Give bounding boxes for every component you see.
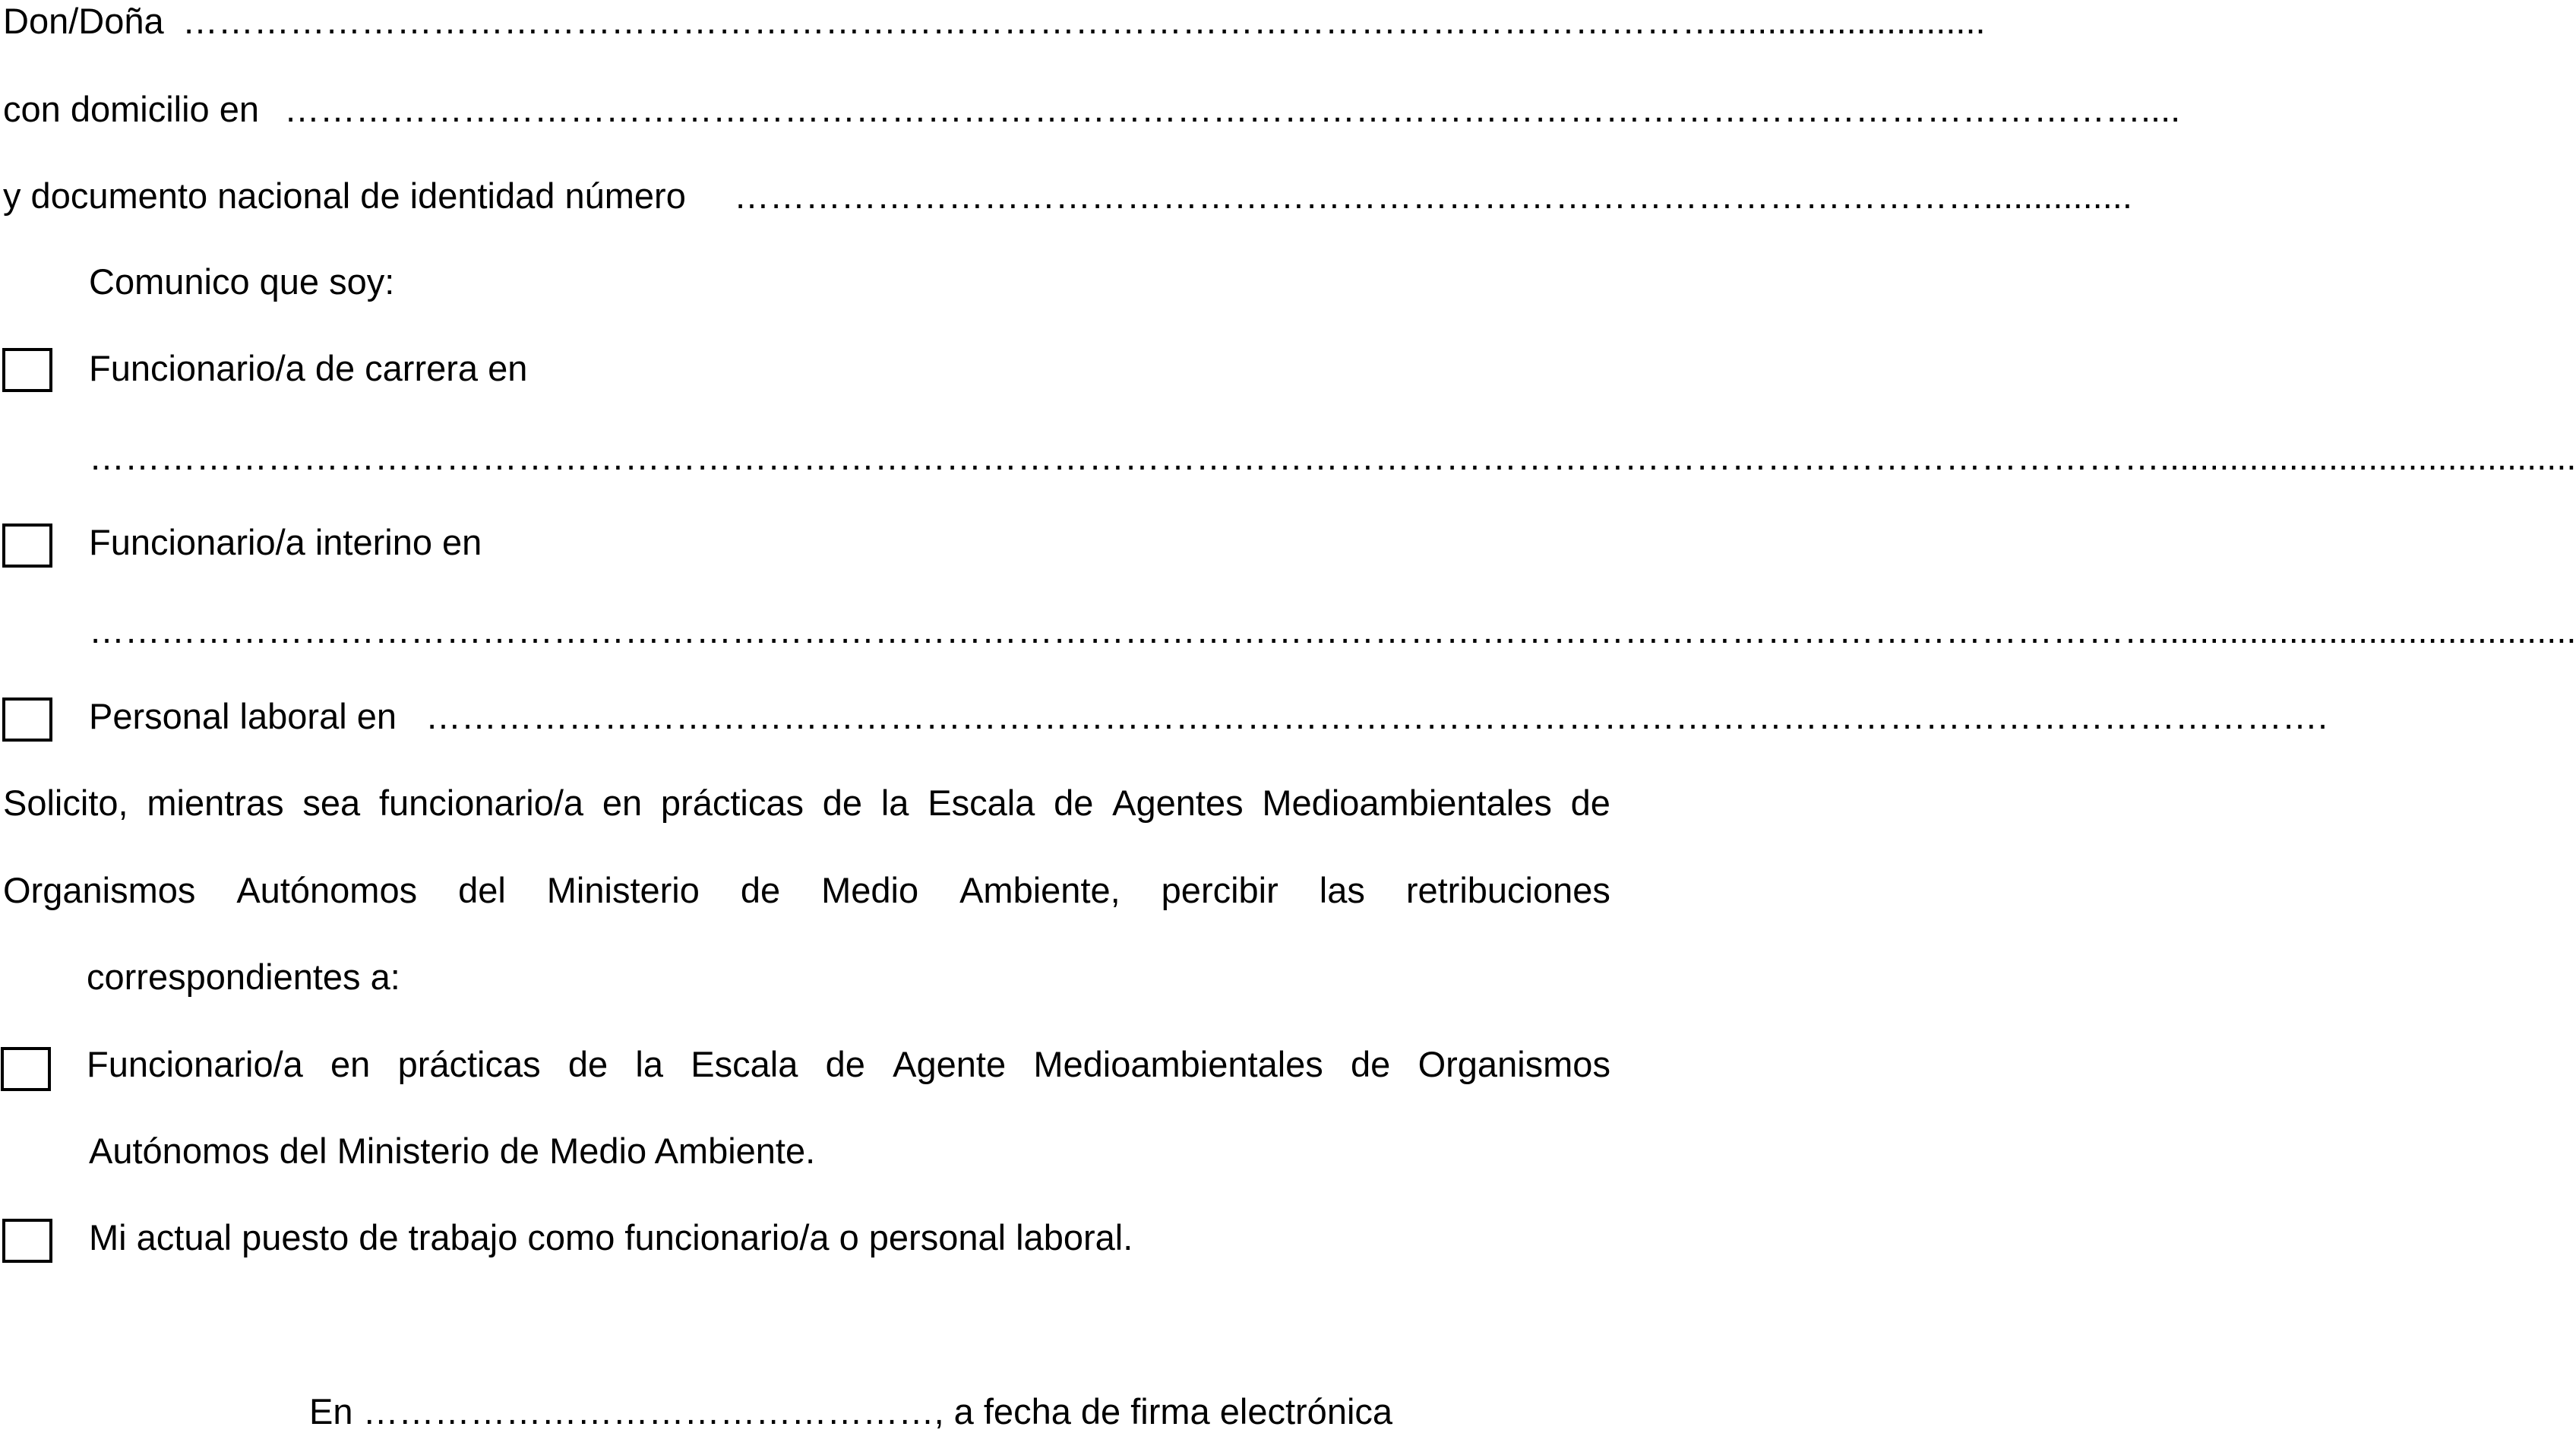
option-practicas-line-2: [89, 1130, 815, 1172]
solicito-line-1-word: Agentes: [1112, 783, 1244, 823]
solicito-line-2-word: de: [740, 870, 781, 910]
option-practicas-line-1-word: prácticas: [397, 1044, 541, 1084]
option-carrera-text: Funcionario/a de carrera en: [89, 348, 528, 388]
comunico-text: Comunico que soy:: [89, 261, 395, 302]
option-practicas-line-1-word: Organismos: [1418, 1044, 1610, 1084]
option-carrera-value[interactable]: …………………………………………………………………………………………………………………………………………………………..........................................: [89, 437, 2576, 477]
solicito-line-1-word: Medioambientales: [1262, 783, 1552, 823]
option-actual-label: [89, 1216, 1133, 1259]
solicito-line-1-word: Solicito,: [3, 783, 128, 823]
place-suffix: , a fecha de firma electrónica: [934, 1391, 1393, 1431]
solicito-line-1-word: prácticas: [660, 783, 804, 823]
dni-field[interactable]: [734, 175, 2132, 217]
solicito-line-1-word: de: [1570, 783, 1610, 823]
option-laboral-field[interactable]: [425, 695, 2328, 738]
option-practicas-text-2: Autónomos del Ministerio de Medio Ambiente.: [89, 1131, 816, 1171]
solicito-line-2-word: Organismos: [3, 870, 196, 910]
checkbox-laboral[interactable]: [2, 698, 52, 742]
option-practicas-line-1-word: Escala: [691, 1044, 798, 1084]
solicito-line-2-word: Ministerio: [546, 870, 700, 910]
dni-value[interactable]: ……………………………………………………………………………………………...............: [734, 176, 2132, 216]
option-practicas-line-1-word: de: [825, 1044, 865, 1084]
domicilio-value[interactable]: …………………………………………………………………………………………………………………………………………....: [284, 89, 2181, 129]
solicito-line-2-word: Autónomos: [236, 870, 418, 910]
option-laboral-value[interactable]: …………………………………………………………………………………………………………………………………………….: [425, 696, 2328, 736]
option-actual-text: Mi actual puesto de trabajo como funcionario/a o personal laboral.: [89, 1217, 1133, 1257]
solicito-line-1-word: la: [880, 783, 909, 823]
don-dona-row: [3, 0, 164, 43]
domicilio-field[interactable]: [284, 88, 2181, 131]
checkbox-interino[interactable]: [2, 524, 52, 568]
don-dona-field[interactable]: [182, 0, 1986, 43]
option-practicas-line-1: [87, 1043, 1610, 1086]
solicito-line-1-word: sea: [302, 783, 361, 823]
solicito-line-2-word: las: [1319, 870, 1365, 910]
solicito-line-1-word: mientras: [147, 783, 284, 823]
checkbox-carrera[interactable]: [2, 348, 52, 392]
option-practicas-line-1-word: de: [567, 1044, 608, 1084]
solicito-line-1-word: en: [602, 783, 643, 823]
dni-row: [3, 175, 686, 217]
solicito-line-3: [87, 956, 400, 998]
solicito-line-2-word: retribuciones: [1405, 870, 1610, 910]
solicito-line-1-word: funcionario/a: [378, 783, 584, 823]
domicilio-row: [3, 88, 259, 131]
solicito-line-1: [3, 782, 1610, 824]
option-practicas-line-1-word: Agente: [893, 1044, 1007, 1084]
option-interino-field[interactable]: [89, 609, 2576, 652]
option-practicas-line-1-word: la: [635, 1044, 664, 1084]
option-practicas-line-1-word: de: [1351, 1044, 1391, 1084]
solicito-text-3: correspondientes a:: [87, 957, 400, 997]
solicito-line-2-word: Medio: [821, 870, 919, 910]
option-interino-value[interactable]: …………………………………………………………………………………………………………………………………………………………..........................................: [89, 610, 2576, 650]
domicilio-label: con domicilio en: [3, 89, 260, 129]
don-dona-value[interactable]: …………………………………………………………………………………………………………………...........................: [182, 1, 1986, 41]
solicito-line-2-word: percibir: [1161, 870, 1279, 910]
solicito-line-1-word: Escala: [928, 783, 1035, 823]
checkbox-actual[interactable]: [2, 1219, 52, 1263]
place-date-row: [309, 1390, 1392, 1433]
solicito-line-1-word: de: [822, 783, 863, 823]
option-carrera-label: [89, 347, 527, 390]
solicito-line-2-word: Ambiente,: [959, 870, 1120, 910]
option-interino-text: Funcionario/a interino en: [89, 522, 482, 562]
option-practicas-line-1-word: Funcionario/a: [87, 1044, 303, 1084]
option-practicas-line-1-word: Medioambientales: [1033, 1044, 1323, 1084]
place-prefix: En: [309, 1391, 353, 1431]
place-field[interactable]: …………………………………………: [362, 1391, 934, 1431]
option-practicas-line-1-word: en: [330, 1044, 371, 1084]
option-interino-label: [89, 521, 482, 564]
checkbox-practicas[interactable]: [1, 1047, 51, 1091]
comunico-heading: [89, 261, 394, 303]
dni-label: y documento nacional de identidad número: [3, 176, 686, 216]
option-laboral-text: Personal laboral en: [89, 696, 397, 736]
option-carrera-field[interactable]: [89, 436, 2576, 479]
don-dona-label: Don/Doña: [3, 1, 164, 41]
option-laboral-label: [89, 695, 397, 738]
solicito-line-1-word: de: [1054, 783, 1094, 823]
solicito-line-2-word: del: [458, 870, 506, 910]
solicito-line-2: [3, 869, 1610, 912]
